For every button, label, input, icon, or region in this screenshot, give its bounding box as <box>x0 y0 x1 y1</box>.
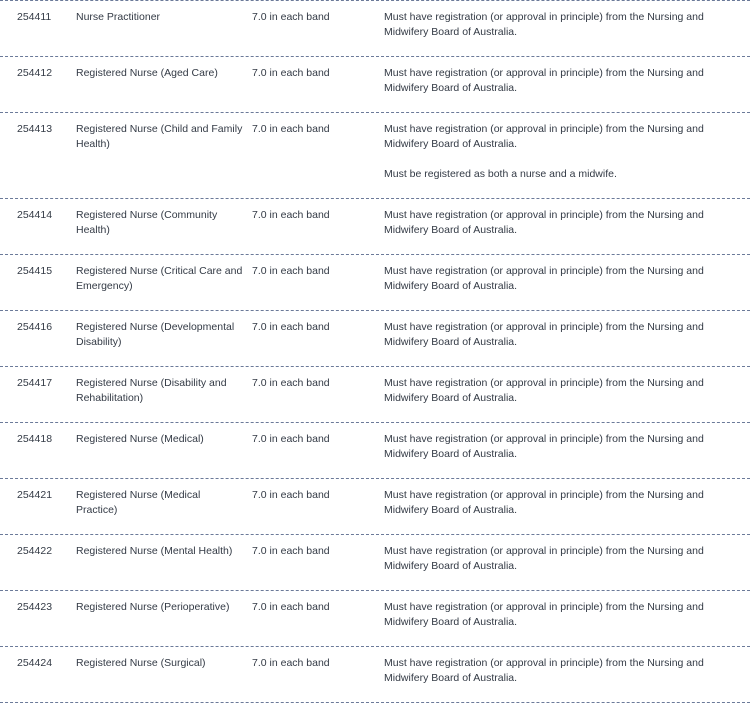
table-row <box>0 367 750 423</box>
requirement-text: Must have registration (or approval in principle) from the Nursing and Midwifery Board of Australia. <box>384 123 704 150</box>
english-score: 7.0 in each band <box>252 657 330 669</box>
occupation-name: Registered Nurse (Critical Care and Emergency) <box>76 265 243 292</box>
english-score: 7.0 in each band <box>252 123 330 135</box>
anzsco-code: 254414 <box>17 209 53 221</box>
anzsco-code: 254423 <box>17 601 53 613</box>
requirement <box>384 432 750 478</box>
english-score: 7.0 in each band <box>252 11 330 23</box>
anzsco-code: 254424 <box>17 657 53 669</box>
requirement <box>384 656 750 702</box>
anzsco-code: 254415 <box>17 265 53 277</box>
anzsco-code: 254416 <box>17 321 53 333</box>
table-row <box>0 591 750 647</box>
requirement <box>384 122 750 198</box>
english-score: 7.0 in each band <box>252 209 330 221</box>
english-score: 7.0 in each band <box>252 377 330 389</box>
english-score: 7.0 in each band <box>252 67 330 79</box>
requirement <box>384 264 750 310</box>
english-score: 7.0 in each band <box>252 321 330 333</box>
requirement <box>384 208 750 254</box>
requirement <box>384 320 750 366</box>
occupation-name: Registered Nurse (Medical) <box>76 433 204 445</box>
english-score: 7.0 in each band <box>252 489 330 501</box>
requirement <box>384 600 750 646</box>
anzsco-code: 254418 <box>17 433 53 445</box>
requirement-extra: Must be registered as both a nurse and a midwife. <box>384 168 617 180</box>
occupation-name: Registered Nurse (Aged Care) <box>76 67 218 79</box>
occupation-name: Registered Nurse (Community Health) <box>76 209 218 236</box>
occupation-name: Registered Nurse (Perioperative) <box>76 601 230 613</box>
table-row <box>0 57 750 113</box>
english-score: 7.0 in each band <box>252 545 330 557</box>
occupation-name: Nurse Practitioner <box>76 11 161 23</box>
requirement <box>384 488 750 534</box>
table-row <box>0 479 750 535</box>
table-row <box>0 1 750 57</box>
requirement <box>384 544 750 590</box>
table-row <box>0 535 750 591</box>
occupation-name: Registered Nurse (Medical Practice) <box>76 489 201 516</box>
table-row <box>0 311 750 367</box>
requirement-text: Must have registration (or approval in principle) from the Nursing and Midwifery Board of Australia. <box>384 489 704 516</box>
requirement-text: Must have registration (or approval in principle) from the Nursing and Midwifery Board of Australia. <box>384 209 704 236</box>
requirement-text: Must have registration (or approval in principle) from the Nursing and Midwifery Board of Australia. <box>384 545 704 572</box>
english-score: 7.0 in each band <box>252 433 330 445</box>
anzsco-code: 254411 <box>17 11 52 23</box>
requirement <box>384 376 750 422</box>
occupation-name: Registered Nurse (Mental Health) <box>76 545 233 557</box>
requirement-text: Must have registration (or approval in principle) from the Nursing and Midwifery Board of Australia. <box>384 377 704 404</box>
table-row <box>0 423 750 479</box>
requirement-text: Must have registration (or approval in principle) from the Nursing and Midwifery Board of Australia. <box>384 265 704 292</box>
table-row <box>0 255 750 311</box>
requirement-text: Must have registration (or approval in principle) from the Nursing and Midwifery Board of Australia. <box>384 657 704 684</box>
anzsco-code: 254421 <box>17 489 53 501</box>
english-score: 7.0 in each band <box>252 601 330 613</box>
requirement-text: Must have registration (or approval in principle) from the Nursing and Midwifery Board of Australia. <box>384 321 704 348</box>
table-row <box>0 647 750 703</box>
table-row <box>0 113 750 199</box>
occupation-name: Registered Nurse (Developmental Disability) <box>76 321 235 348</box>
requirement-text: Must have registration (or approval in principle) from the Nursing and Midwifery Board of Australia. <box>384 67 704 94</box>
occupation-name: Registered Nurse (Surgical) <box>76 657 206 669</box>
anzsco-code: 254422 <box>17 545 53 557</box>
anzsco-code: 254417 <box>17 377 53 389</box>
table-row <box>0 199 750 255</box>
anzsco-code: 254412 <box>17 67 53 79</box>
requirement-text: Must have registration (or approval in principle) from the Nursing and Midwifery Board of Australia. <box>384 433 704 460</box>
requirement-text: Must have registration (or approval in principle) from the Nursing and Midwifery Board of Australia. <box>384 11 704 38</box>
requirement-text: Must have registration (or approval in principle) from the Nursing and Midwifery Board of Australia. <box>384 601 704 628</box>
occupation-name: Registered Nurse (Disability and Rehabilitation) <box>76 377 227 404</box>
occupation-name: Registered Nurse (Child and Family Health) <box>76 123 243 150</box>
requirement <box>384 10 750 56</box>
requirement <box>384 66 750 112</box>
english-score: 7.0 in each band <box>252 265 330 277</box>
anzsco-code: 254413 <box>17 123 53 135</box>
